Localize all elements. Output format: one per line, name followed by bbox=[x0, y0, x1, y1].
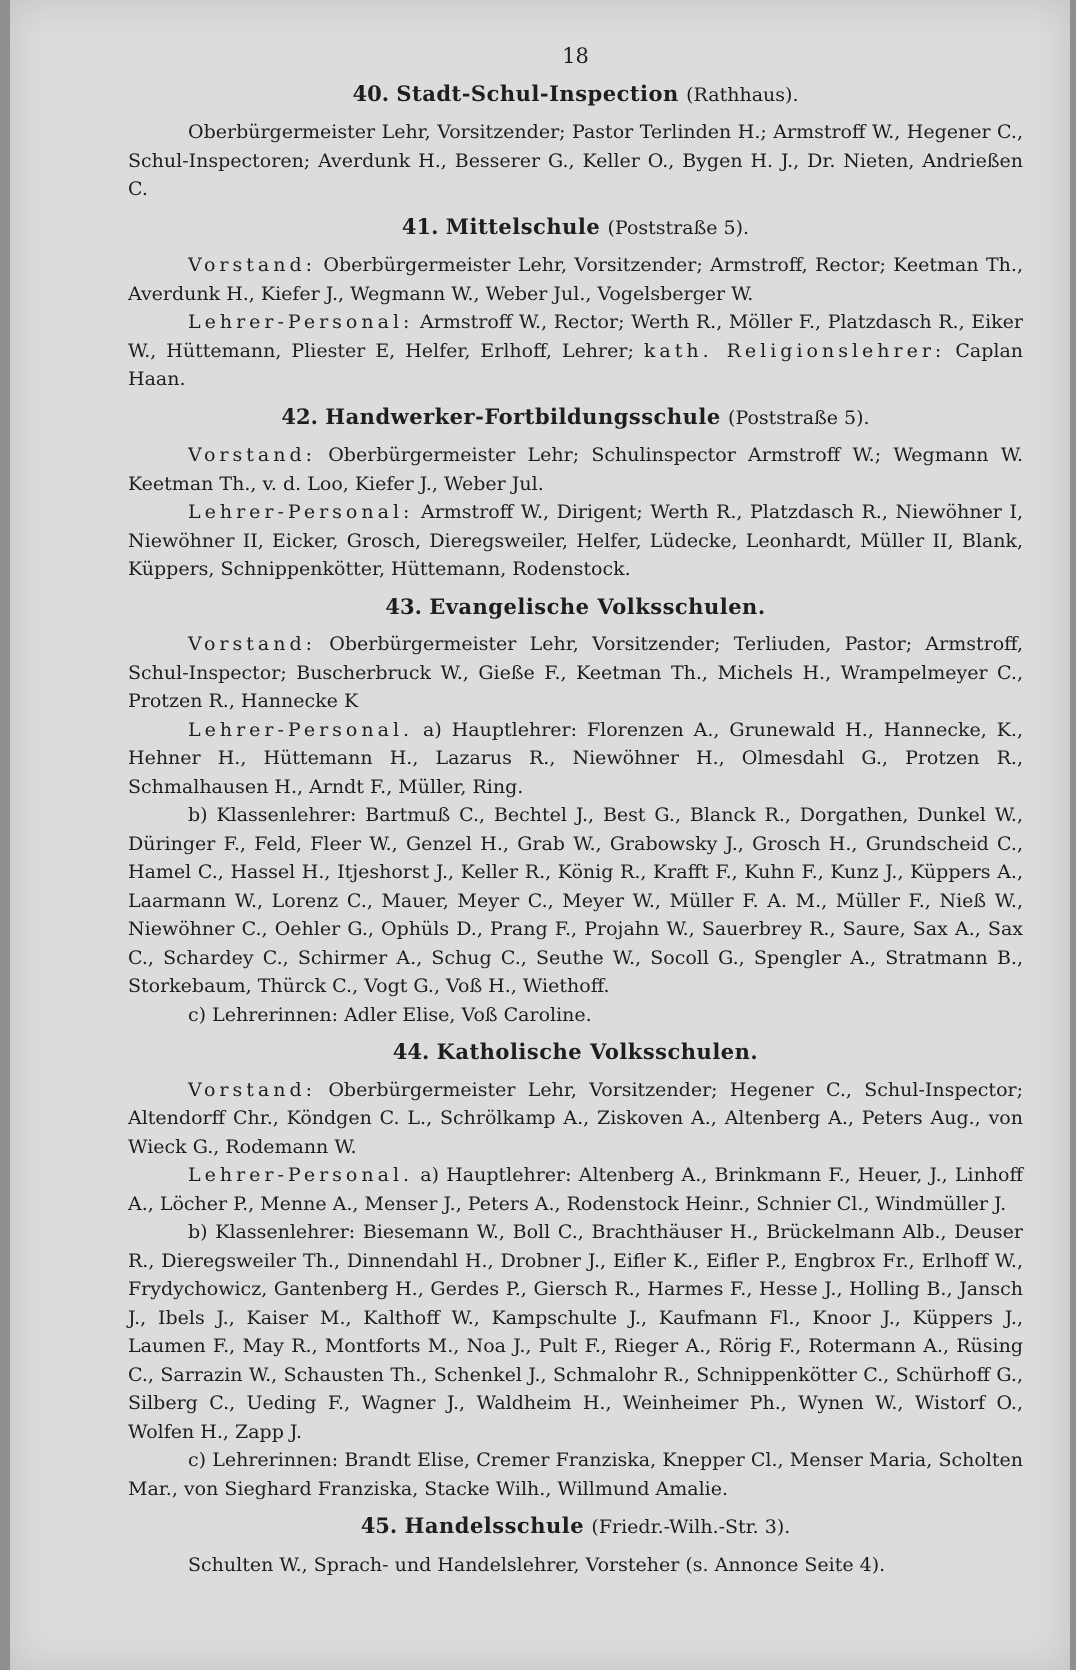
lehrer-label: Lehrer-Personal: bbox=[188, 311, 414, 333]
document-page bbox=[10, 0, 1070, 1670]
lehrer-paragraph bbox=[128, 1161, 1023, 1218]
kath-label: kath. Religionslehrer: bbox=[643, 339, 946, 362]
page-number: 18 bbox=[562, 44, 589, 68]
lehrer-label: Lehrer-Personal. bbox=[188, 1164, 414, 1186]
lehrer-label: Lehrer-Personal: bbox=[188, 501, 414, 523]
paragraph: Schulten W., Sprach- und Handelslehrer, Vorsteher (s. Annonce Seite 4). bbox=[188, 1553, 886, 1576]
paragraph: Oberbürgermeister Lehr, Vorsitzender; Pastor Terlinden H.; Armstroff W., Hegener C., Schul-Inspectoren; Averdunk H., Besserer G., Keller O., Bygen H. J., Dr. Nieten, Andrießen C. bbox=[128, 121, 1023, 200]
section-title: Handelsschule bbox=[404, 1513, 585, 1538]
section-number: 45. bbox=[360, 1513, 398, 1538]
vorstand-text: Oberbürgermeister Lehr, Vorsitzender; Armstroff, Rector; Keetman Th., Averdunk H., Kiefer J., Wegmann W., Weber Jul., Vogelsberger W. bbox=[128, 254, 1023, 305]
section-subtitle: (Poststraße 5). bbox=[607, 216, 750, 239]
section-number: 43. bbox=[385, 593, 422, 619]
lehrer-text: Armstroff W., Rector; Werth R., Möller F., Platzdasch R., Eiker W., Hüttemann, Pliester E, Helfer, Erlhoff, Lehrer; bbox=[128, 311, 1024, 362]
lehrer-paragraph bbox=[128, 498, 1023, 584]
section-title: Handwerker-Fortbildungsschule bbox=[325, 403, 721, 429]
vorstand-paragraph bbox=[128, 441, 1023, 498]
lehrer-paragraph bbox=[128, 308, 1023, 394]
vorstand-text: Oberbürgermeister Lehr, Vorsitzender; Hegener C., Schul-Inspector; Altendorff Chr., Köndgen C. L., Schrölkamp A., Ziskoven A., Altenberg A., Peters Aug., von Wieck G., Rodemann W. bbox=[128, 1078, 1023, 1158]
klassenlehrer-paragraph: b) Klassenlehrer: Bartmuß C., Bechtel J., Best G., Blanck R., Dorgathen, Dunkel W., Düringer F., Feld, Fleer W., Genzel H., Grab W., Grabowsky J., Grosch H., Grundscheid C., Hamel C., Hassel H., Itjeshorst J., Keller R., König R., Krafft F., Kuhn F., Kunz J., Küppers A., Laarmann W., Lorenz C., Mauer, Meyer C., Meyer W., Müller F. A. M., Müller F., Nieß W., Niewöhner C., Oehler G., Ophüls D., Prang F., Projahn W., Sauerbrey R., Saure, Sax A., Sax C., Schardey C., Schirmer A., Schug C., Seuthe W., Socoll G., Spengler A., Stratmann B., Storkebaum, Thürck C., Vogt G., Voß H., Wiethoff. bbox=[128, 804, 1023, 997]
section-number: 42. bbox=[281, 403, 318, 429]
lehrer-paragraph bbox=[128, 716, 1023, 802]
hauptlehrer-text: a) Hauptlehrer: Florenzen A., Grunewald H., Hannecke, K., Hehner H., Hüttemann H., Lazarus R., Niewöhner H., Olmesdahl G., Protzen R., Schmalhausen H., Arndt F., Müller, Ring. bbox=[128, 718, 1023, 798]
section-title: Katholische Volksschulen. bbox=[436, 1039, 759, 1064]
lehrer-label: Lehrer-Personal. bbox=[188, 718, 414, 741]
vorstand-text: Oberbürgermeister Lehr, Vorsitzender; Terliuden, Pastor; Armstroff, Schul-Inspector; Buscherbruck W., Gieße F., Keetman Th., Michels H., Wrampelmeyer C., Protzen R., Hannecke K bbox=[128, 633, 1023, 712]
hauptlehrer-text: a) Hauptlehrer: Altenberg A., Brinkmann F., Heuer, J., Linhoff A., Löcher P., Menne A., Menser J., Peters A., Rodenstock Heinr., Schnier Cl., Windmüller J. bbox=[128, 1164, 1023, 1215]
section-title: Evangelische Volksschulen. bbox=[429, 593, 766, 619]
section-heading-40 bbox=[128, 80, 1023, 110]
vorstand-label: Vorstand: bbox=[188, 254, 317, 276]
section-number: 41. bbox=[401, 213, 439, 239]
vorstand-paragraph bbox=[128, 1076, 1023, 1162]
kath-text: Caplan Haan. bbox=[128, 339, 1024, 390]
section-title: Mittelschule bbox=[445, 213, 601, 239]
vorstand-label: Vorstand: bbox=[188, 633, 317, 655]
section-subtitle: (Friedr.-Wilh.-Str. 3). bbox=[591, 1516, 791, 1538]
vorstand-label: Vorstand: bbox=[188, 444, 317, 466]
lehrer-text: Armstroff W., Dirigent; Werth R., Platzdasch R., Niewöhner I, Niewöhner II, Eicker, Grosch, Dieregsweiler, Helfer, Lüdecke, Leonhardt, Müller II, Blank, Küppers, Schnippenkötter, Hüttemann, Rodenstock. bbox=[128, 501, 1023, 580]
vorstand-text: Oberbürgermeister Lehr; Schulinspector Armstroff W.; Wegmann W. Keetman Th., v. d. Loo, Kiefer J., Weber Jul. bbox=[128, 444, 1023, 495]
section-heading-44 bbox=[128, 1038, 1023, 1067]
section-subtitle: (Rathhaus). bbox=[686, 83, 799, 106]
lehrerinnen-paragraph: c) Lehrerinnen: Adler Elise, Voß Caroline. bbox=[188, 1003, 592, 1026]
section-number: 44. bbox=[392, 1039, 430, 1064]
page-content bbox=[128, 42, 1023, 1579]
section-subtitle: (Poststraße 5). bbox=[728, 406, 870, 429]
vorstand-paragraph bbox=[128, 251, 1023, 308]
section-heading-45 bbox=[128, 1512, 1023, 1542]
section-heading-41 bbox=[128, 213, 1023, 243]
klassenlehrer-paragraph: b) Klassenlehrer: Biesemann W., Boll C., Brachthäuser H., Brückelmann Alb., Deuser R., Dieregsweiler Th., Dinnendahl H., Drobner J., Eifler K., Eifler P., Engbrox Fr., Erlhoff W., Frydychowicz, Gantenberg H., Gerdes P., Giersch R., Harmes F., Hesse J., Holling B., Jansch J., Ibels J., Kaiser M., Kalthoff W., Kampschulte J., Kaufmann Fl., Knoor J., Küppers J., Laumen F., May R., Montforts M., Noa J., Pult F., Rieger A., Rörig F., Rotermann A., Rüsing C., Sarrazin W., Schausten Th., Schenkel J., Schmalohr R., Schnippenkötter C., Schürhoff G., Silberg C., Ueding F., Wagner J., Waldheim H., Weinheimer Ph., Wynen W., Wistorf O., Wolfen H., Zapp J. bbox=[128, 1221, 1023, 1443]
section-title: Stadt-Schul-Inspection bbox=[396, 80, 679, 106]
vorstand-label: Vorstand: bbox=[188, 1078, 317, 1101]
vorstand-paragraph bbox=[128, 630, 1023, 716]
lehrerinnen-paragraph: c) Lehrerinnen: Brandt Elise, Cremer Franziska, Knepper Cl., Menser Maria, Scholten Mar., von Sieghard Franziska, Stacke Wilh., Willmund Amalie. bbox=[128, 1449, 1023, 1500]
section-number: 40. bbox=[352, 80, 390, 106]
section-heading-42 bbox=[128, 403, 1023, 433]
section-heading-43 bbox=[128, 593, 1023, 622]
